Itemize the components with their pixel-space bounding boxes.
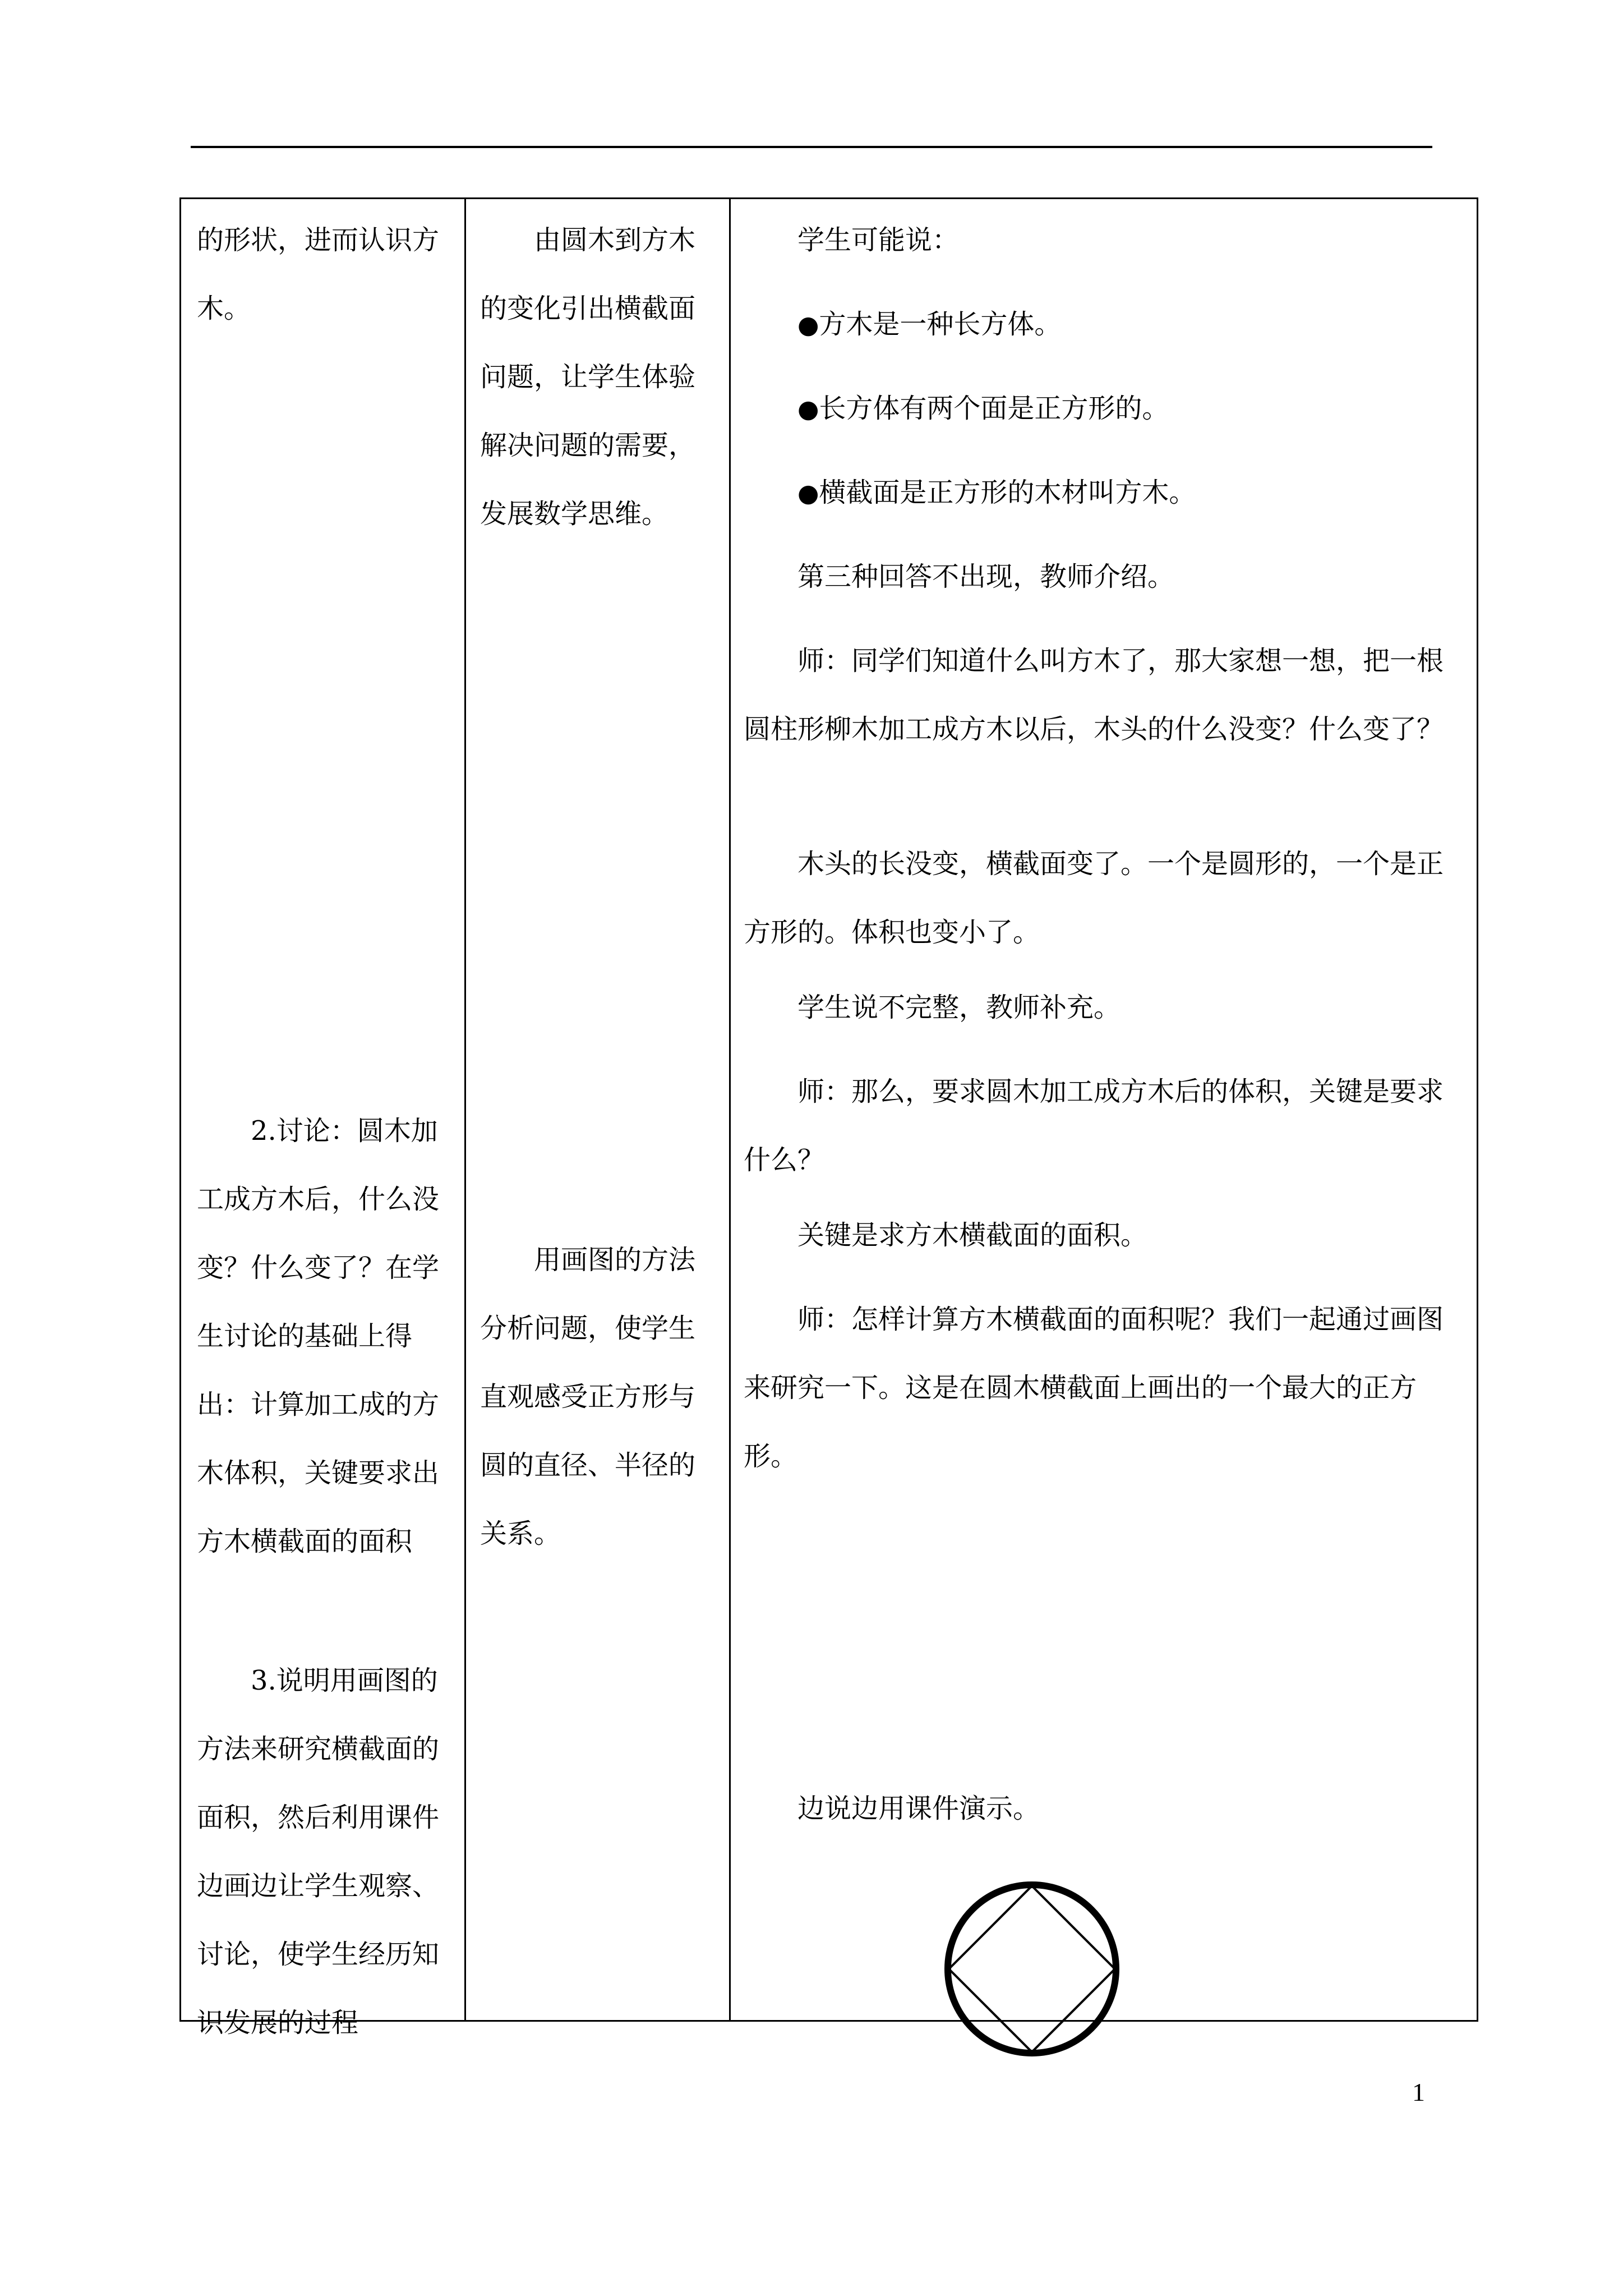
steps-paragraph-1: 的形状，进而认识方木。	[197, 224, 440, 324]
inscribed-square-figure	[942, 1879, 1122, 2059]
intent-paragraph-2: 用画图的方法分析问题，使学生直观感受正方形与圆的直径、半径的关系。	[480, 1244, 696, 1549]
bullet-dot-icon: ●	[797, 311, 819, 339]
lesson-plan-table	[179, 197, 1478, 2039]
teaching-steps-column	[181, 199, 464, 2039]
students-may-say: 学生可能说：	[797, 224, 960, 256]
header-rule	[191, 146, 1432, 148]
student-answer-2: 关键是求方木横截面的面积。	[797, 1220, 1148, 1251]
teacher-question-1: 师：同学们知道什么叫方木了，那大家想一想，把一根圆柱形柳木加工成方木以后，木头的什么没变？什么变了？	[744, 645, 1444, 745]
student-answer-1: 木头的长没变，横截面变了。一个是圆形的，一个是正方形的。体积也变小了。	[744, 848, 1444, 948]
answer-bullet-3	[744, 458, 1521, 528]
circle-shape	[948, 1885, 1116, 2053]
design-intent-column	[464, 199, 729, 2020]
bullet-text: 方木是一种长方体。	[819, 309, 1062, 340]
teacher-supplements: 学生说不完整，教师补充。	[797, 992, 1121, 1023]
page-number: 1	[1412, 2078, 1425, 2106]
intent-paragraph-1: 由圆木到方木的变化引出横截面问题，让学生体验解决问题的需要，发展数学思维。	[480, 224, 696, 530]
bullet-dot-icon: ●	[797, 479, 819, 508]
teacher-introduces: 第三种回答不出现，教师介绍。	[797, 561, 1175, 592]
bullet-dot-icon: ●	[797, 395, 819, 424]
bullet-text: 长方体有两个面是正方形的。	[819, 393, 1169, 424]
answer-bullet-1	[744, 290, 1521, 360]
steps-paragraph-3: 3.说明用画图的方法来研究横截面的面积，然后利用课件边画边让学生观察、讨论，使学生经历知识发展的过程	[197, 1665, 440, 2039]
bullet-text: 横截面是正方形的木材叫方木。	[819, 477, 1196, 508]
teacher-question-2: 师：那么，要求圆木加工成方木后的体积，关键是要求什么？	[744, 1076, 1444, 1176]
answer-bullet-2	[744, 374, 1521, 444]
demo-note: 边说边用课件演示。	[797, 1793, 1040, 1824]
teacher-question-3: 师：怎样计算方木横截面的面积呢？我们一起通过画图来研究一下。这是在圆木横截面上画出的一个最大的正方形。	[744, 1304, 1444, 1472]
classroom-activity-column	[729, 199, 1480, 2020]
steps-paragraph-2: 2.讨论：圆木加工成方木后，什么没变？什么变了？在学生讨论的基础上得出：计算加工成的方木体积，关键要求出方木横截面的面积	[197, 1115, 440, 1557]
